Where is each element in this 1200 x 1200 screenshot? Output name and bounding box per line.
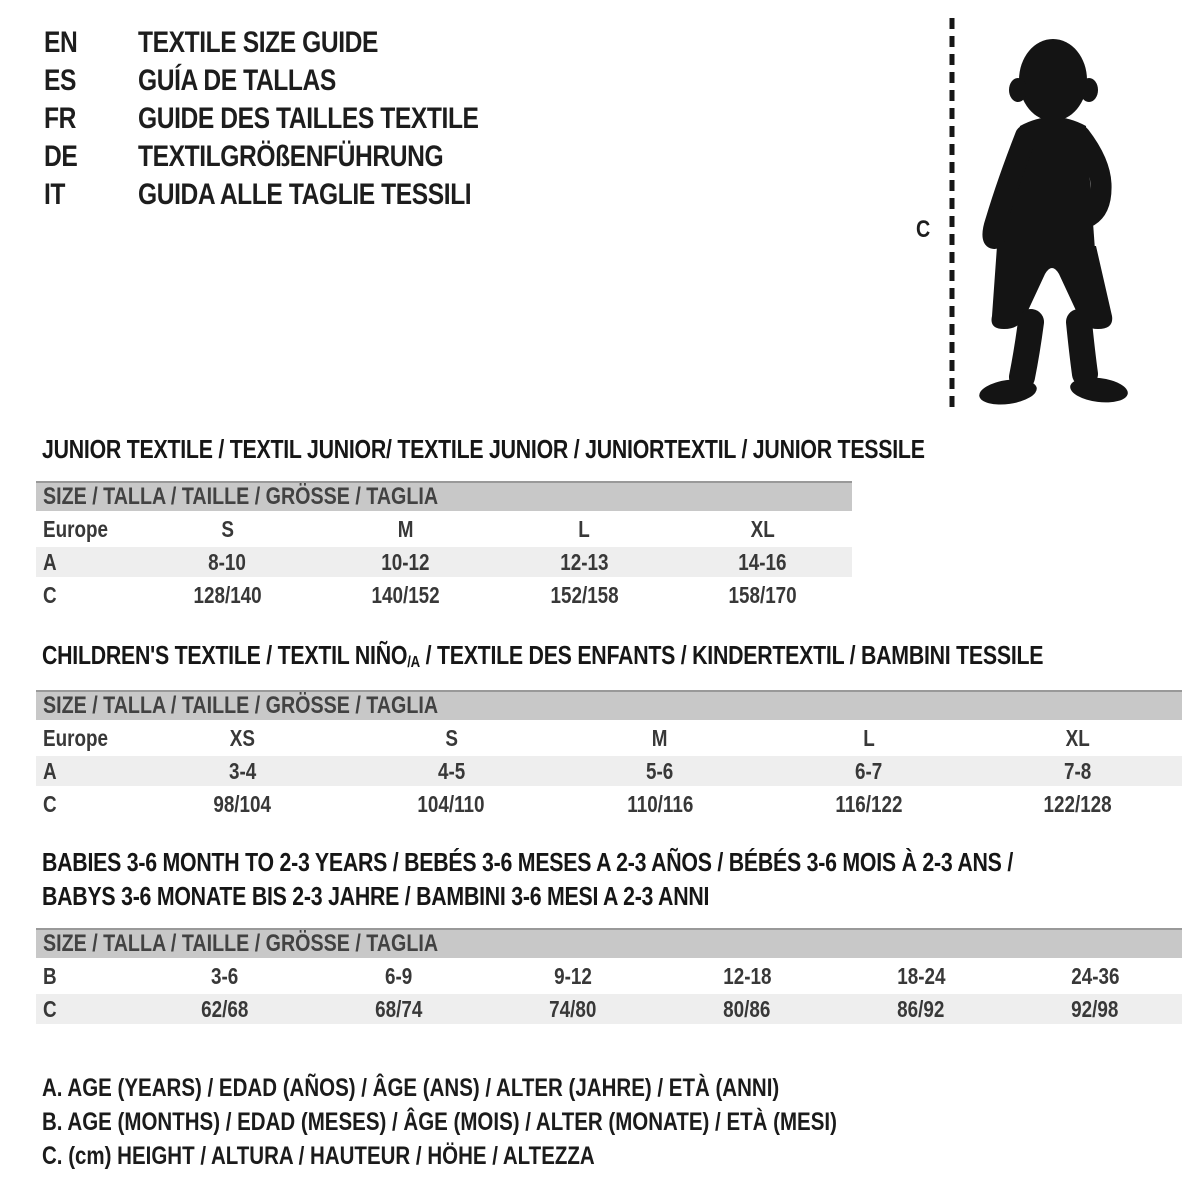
language-row [44, 176, 553, 214]
language-label: GUÍA DE TALLAS [138, 64, 336, 97]
size-cell: 9-12 [554, 962, 592, 989]
language-code: IT [44, 178, 66, 211]
toddler-ear-left [1009, 78, 1027, 102]
size-cell: L [578, 515, 591, 542]
children-table-body [36, 720, 1182, 822]
size-cell: 4-5 [437, 757, 465, 784]
size-cell: S [444, 724, 458, 751]
size-table-row [36, 577, 852, 613]
row-label: A [43, 548, 57, 575]
language-code: FR [44, 102, 76, 135]
language-row [44, 100, 553, 138]
size-cell: 158/170 [728, 581, 797, 608]
size-cell: 6-7 [855, 757, 883, 784]
language-row [44, 24, 553, 62]
size-cell: 92/98 [1071, 995, 1119, 1022]
size-cell: 12-13 [560, 548, 609, 575]
legend-line: C. (cm) HEIGHT / ALTURA / HAUTEUR / HÖHE / ALTEZZA [42, 1141, 595, 1170]
size-cell: M [652, 724, 668, 751]
size-cell: L [863, 724, 875, 751]
legend-line: B. AGE (MONTHS) / EDAD (MESES) / ÂGE (MOIS) / ALTER (MONATE) / ETÀ (MESI) [42, 1107, 837, 1136]
language-code: ES [44, 64, 77, 97]
row-label: C [43, 995, 57, 1022]
size-cell: 80/86 [723, 995, 771, 1022]
row-label: Europe [43, 515, 108, 542]
size-cell: XL [750, 515, 775, 542]
language-title-block [44, 24, 553, 214]
language-code: EN [44, 26, 78, 59]
babies-section-title [42, 845, 1200, 913]
size-cell: 104/110 [417, 790, 485, 817]
babies-size-table [36, 928, 1182, 1024]
height-label-c [916, 216, 933, 244]
language-row [44, 138, 553, 176]
size-cell: 12-18 [722, 962, 772, 989]
toddler-leg-right [1079, 322, 1085, 374]
babies-title-line1: BABIES 3-6 MONTH TO 2-3 YEARS / BEBÉS 3-6 MESES A 2-3 AÑOS / BÉBÉS 3-6 MOIS À 2-3 ANS / [42, 847, 1014, 877]
legend-line: A. AGE (YEARS) / EDAD (AÑOS) / ÂGE (ANS) / ALTER (JAHRE) / ETÀ (ANNI) [42, 1073, 780, 1102]
toddler-leg-left [1022, 322, 1031, 377]
toddler-head [1019, 39, 1087, 121]
size-cell: 14-16 [738, 548, 787, 575]
language-label: GUIDE DES TAILLES TEXTILE [138, 102, 479, 135]
size-cell: 122/128 [1043, 790, 1112, 817]
size-cell: 98/104 [213, 790, 272, 817]
row-label: C [43, 581, 57, 608]
size-cell: 18-24 [896, 962, 946, 989]
toddler-figure [936, 12, 1148, 422]
size-table-row [36, 511, 852, 547]
language-label: TEXTILGRÖßENFÜHRUNG [138, 140, 444, 173]
toddler-silhouette [978, 39, 1130, 408]
babies-title-line2: BABYS 3-6 MONATE BIS 2-3 JAHRE / BAMBINI 3-6 MESI A 2-3 ANNI [42, 881, 710, 911]
nino-a-subscript: /A [407, 653, 420, 671]
language-label: GUIDA ALLE TAGLIE TESSILI [138, 178, 472, 211]
junior-table-body [36, 511, 852, 613]
size-cell: XS [229, 724, 255, 751]
size-cell: M [397, 515, 414, 542]
size-cell: 6-9 [385, 962, 413, 989]
row-label: C [43, 790, 57, 817]
size-cell: 3-6 [211, 962, 239, 989]
row-label: Europe [43, 724, 108, 751]
size-cell: 5-6 [646, 757, 674, 784]
size-cell: 8-10 [208, 548, 247, 575]
size-cell: 62/68 [201, 995, 249, 1022]
size-cell: S [220, 515, 234, 542]
language-code: DE [44, 140, 78, 173]
size-cell: 128/140 [193, 581, 262, 608]
size-cell: 3-4 [228, 757, 257, 784]
size-cell: 24-36 [1070, 962, 1120, 989]
size-cell: 10-12 [381, 548, 430, 575]
children-section-title: CHILDREN'S TEXTILE / TEXTIL NIÑO/A / TEXTILE DES ENFANTS / KINDERTEXTIL / BAMBINI TESSILE [42, 640, 1044, 671]
language-row [44, 62, 553, 100]
language-label: TEXTILE SIZE GUIDE [138, 26, 379, 59]
size-cell: 86/92 [897, 995, 945, 1022]
junior-section-title: JUNIOR TEXTILE / TEXTIL JUNIOR/ TEXTILE JUNIOR / JUNIORTEXTIL / JUNIOR TESSILE [42, 434, 925, 464]
legend [42, 1071, 1011, 1173]
size-table-header: SIZE / TALLA / TAILLE / GRÖSSE / TAGLIA [36, 481, 852, 511]
size-cell: 68/74 [375, 995, 423, 1022]
size-cell: XL [1065, 724, 1090, 751]
size-cell: 7-8 [1063, 757, 1092, 784]
size-table-row [36, 720, 1182, 756]
size-cell: 110/116 [626, 790, 694, 817]
height-label-text: C [916, 216, 931, 243]
toddler-ear-right [1080, 78, 1098, 102]
children-size-table [36, 690, 1182, 822]
size-cell: 152/158 [550, 581, 619, 608]
junior-size-table [36, 481, 852, 613]
size-table-row [36, 958, 1182, 994]
size-table-header: SIZE / TALLA / TAILLE / GRÖSSE / TAGLIA [36, 690, 1182, 720]
row-label: B [43, 962, 57, 989]
size-cell: 116/122 [835, 790, 903, 817]
size-table-row [36, 547, 852, 577]
toddler-shorts [992, 246, 1113, 329]
babies-table-body [36, 958, 1182, 1024]
size-table-row [36, 756, 1182, 786]
size-table-row [36, 786, 1182, 822]
size-table-header: SIZE / TALLA / TAILLE / GRÖSSE / TAGLIA [36, 928, 1182, 958]
size-cell: 74/80 [549, 995, 597, 1022]
size-cell: 140/152 [371, 581, 440, 608]
row-label: A [43, 757, 57, 784]
size-table-row [36, 994, 1182, 1024]
